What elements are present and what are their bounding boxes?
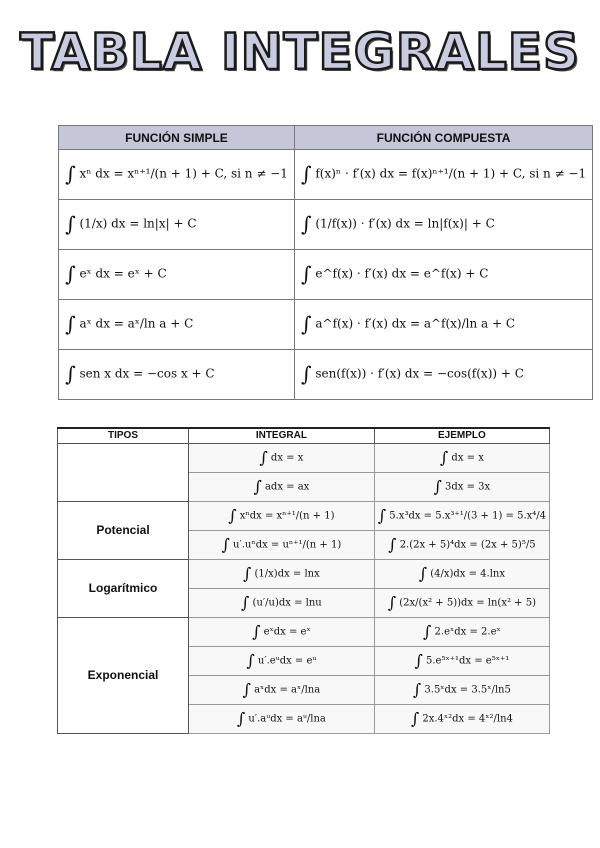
example-cell: ∫ 3dx = 3x <box>374 472 549 501</box>
table-row <box>59 150 593 200</box>
header-integral: INTEGRAL <box>189 428 375 443</box>
integral-sign-icon: ∫ <box>414 650 423 670</box>
header-tipos: TIPOS <box>58 428 189 443</box>
integral-cell: ∫ u′.aᵘdx = aᵘ/lna <box>189 704 375 733</box>
integral-sign-icon: ∫ <box>65 162 76 187</box>
integral-sign-icon: ∫ <box>259 447 268 467</box>
formula-cell: ∫ a^f(x) · f′(x) dx = a^f(x)/ln a + C <box>294 300 592 350</box>
example-cell: ∫ 2.(2x + 5)⁴dx = (2x + 5)⁵/5 <box>374 530 549 559</box>
integral-sign-icon: ∫ <box>65 262 76 287</box>
formula-cell: ∫ (1/x) dx = ln|x| + C <box>59 200 295 250</box>
integral-sign-icon: ∫ <box>252 621 261 641</box>
table-row <box>58 617 550 646</box>
integral-sign-icon: ∫ <box>253 476 262 496</box>
page-title: TABLA INTEGRALES <box>20 23 580 81</box>
integral-cell: ∫ u′.eᵘdx = eᵘ <box>189 646 375 675</box>
example-cell: ∫ 3.5ˣdx = 3.5ˣ/ln5 <box>374 675 549 704</box>
integral-sign-icon: ∫ <box>228 505 237 525</box>
table-row <box>59 350 593 400</box>
header-funcion-compuesta: FUNCIÓN COMPUESTA <box>294 126 592 150</box>
integral-types-table <box>57 427 550 734</box>
integral-sign-icon: ∫ <box>410 708 420 728</box>
table-row <box>59 250 593 300</box>
integral-sign-icon: ∫ <box>300 312 312 337</box>
table-row <box>58 443 550 472</box>
table-row <box>59 200 593 250</box>
integral-cell: ∫ u′.uⁿdx = uⁿ⁺¹/(n + 1) <box>189 530 375 559</box>
table-row <box>59 300 593 350</box>
type-cell-logaritmico: Logarítmico <box>58 559 189 617</box>
type-cell-potencial: Potencial <box>58 501 189 559</box>
integral-cell: ∫ (u′/u)dx = lnu <box>189 588 375 617</box>
table-row <box>58 501 550 530</box>
integral-sign-icon: ∫ <box>242 679 251 699</box>
integral-sign-icon: ∫ <box>65 212 76 237</box>
formula-cell: ∫ xⁿ dx = xⁿ⁺¹/(n + 1) + C, si n ≠ −1 <box>59 150 295 200</box>
header-ejemplo: EJEMPLO <box>374 428 549 443</box>
integral-sign-icon: ∫ <box>241 592 250 612</box>
formula-cell: ∫ e^f(x) · f′(x) dx = e^f(x) + C <box>294 250 592 300</box>
integral-sign-icon: ∫ <box>412 679 422 699</box>
integral-sign-icon: ∫ <box>65 312 76 337</box>
formula-cell: ∫ aˣ dx = aˣ/ln a + C <box>59 300 295 350</box>
header-funcion-simple: FUNCIÓN SIMPLE <box>59 126 295 150</box>
integral-sign-icon: ∫ <box>221 534 230 554</box>
integral-sign-icon: ∫ <box>65 362 76 387</box>
formula-cell: ∫ f(x)ⁿ · f′(x) dx = f(x)ⁿ⁺¹/(n + 1) + C, si n ≠ −1 <box>294 150 592 200</box>
integral-sign-icon: ∫ <box>439 447 449 467</box>
integral-sign-icon: ∫ <box>246 650 255 670</box>
integral-cell: ∫ adx = ax <box>189 472 375 501</box>
example-cell: ∫ 5.e⁵ˣ⁺¹dx = e⁵ˣ⁺¹ <box>374 646 549 675</box>
integral-sign-icon: ∫ <box>388 534 397 554</box>
integral-cell: ∫ (1/x)dx = lnx <box>189 559 375 588</box>
integral-sign-icon: ∫ <box>377 505 387 525</box>
integral-sign-icon: ∫ <box>300 262 312 287</box>
integral-sign-icon: ∫ <box>300 162 312 187</box>
integral-sign-icon: ∫ <box>433 476 442 496</box>
formula-cell: ∫ eˣ dx = eˣ + C <box>59 250 295 300</box>
formula-cell: ∫ sen(f(x)) · f′(x) dx = −cos(f(x)) + C <box>294 350 592 400</box>
simple-compound-table <box>58 125 593 400</box>
integral-cell: ∫ xⁿdx = xⁿ⁺¹/(n + 1) <box>189 501 375 530</box>
example-cell: ∫ 5.x³dx = 5.x³⁺¹/(3 + 1) = 5.x⁴/4 <box>374 501 549 530</box>
integral-sign-icon: ∫ <box>236 708 246 728</box>
example-cell: ∫ 2x.4ˣ²dx = 4ˣ²/ln4 <box>374 704 549 733</box>
type-cell <box>58 443 189 501</box>
table-row <box>58 559 550 588</box>
example-cell: ∫ (4/x)dx = 4.lnx <box>374 559 549 588</box>
integral-cell: ∫ dx = x <box>189 443 375 472</box>
integral-cell: ∫ aˣdx = aˣ/lna <box>189 675 375 704</box>
formula-cell: ∫ sen x dx = −cos x + C <box>59 350 295 400</box>
integral-sign-icon: ∫ <box>300 212 312 237</box>
example-cell: ∫ dx = x <box>374 443 549 472</box>
formula-cell: ∫ (1/f(x)) · f′(x) dx = ln|f(x)| + C <box>294 200 592 250</box>
integral-sign-icon: ∫ <box>418 563 428 583</box>
integral-cell: ∫ eˣdx = eˣ <box>189 617 375 646</box>
integral-sign-icon: ∫ <box>242 563 252 583</box>
integral-sign-icon: ∫ <box>387 592 397 612</box>
integral-sign-icon: ∫ <box>300 362 312 387</box>
type-cell-exponencial: Exponencial <box>58 617 189 733</box>
integral-sign-icon: ∫ <box>423 621 432 641</box>
example-cell: ∫ 2.eˣdx = 2.eˣ <box>374 617 549 646</box>
example-cell: ∫ (2x/(x² + 5))dx = ln(x² + 5) <box>374 588 549 617</box>
